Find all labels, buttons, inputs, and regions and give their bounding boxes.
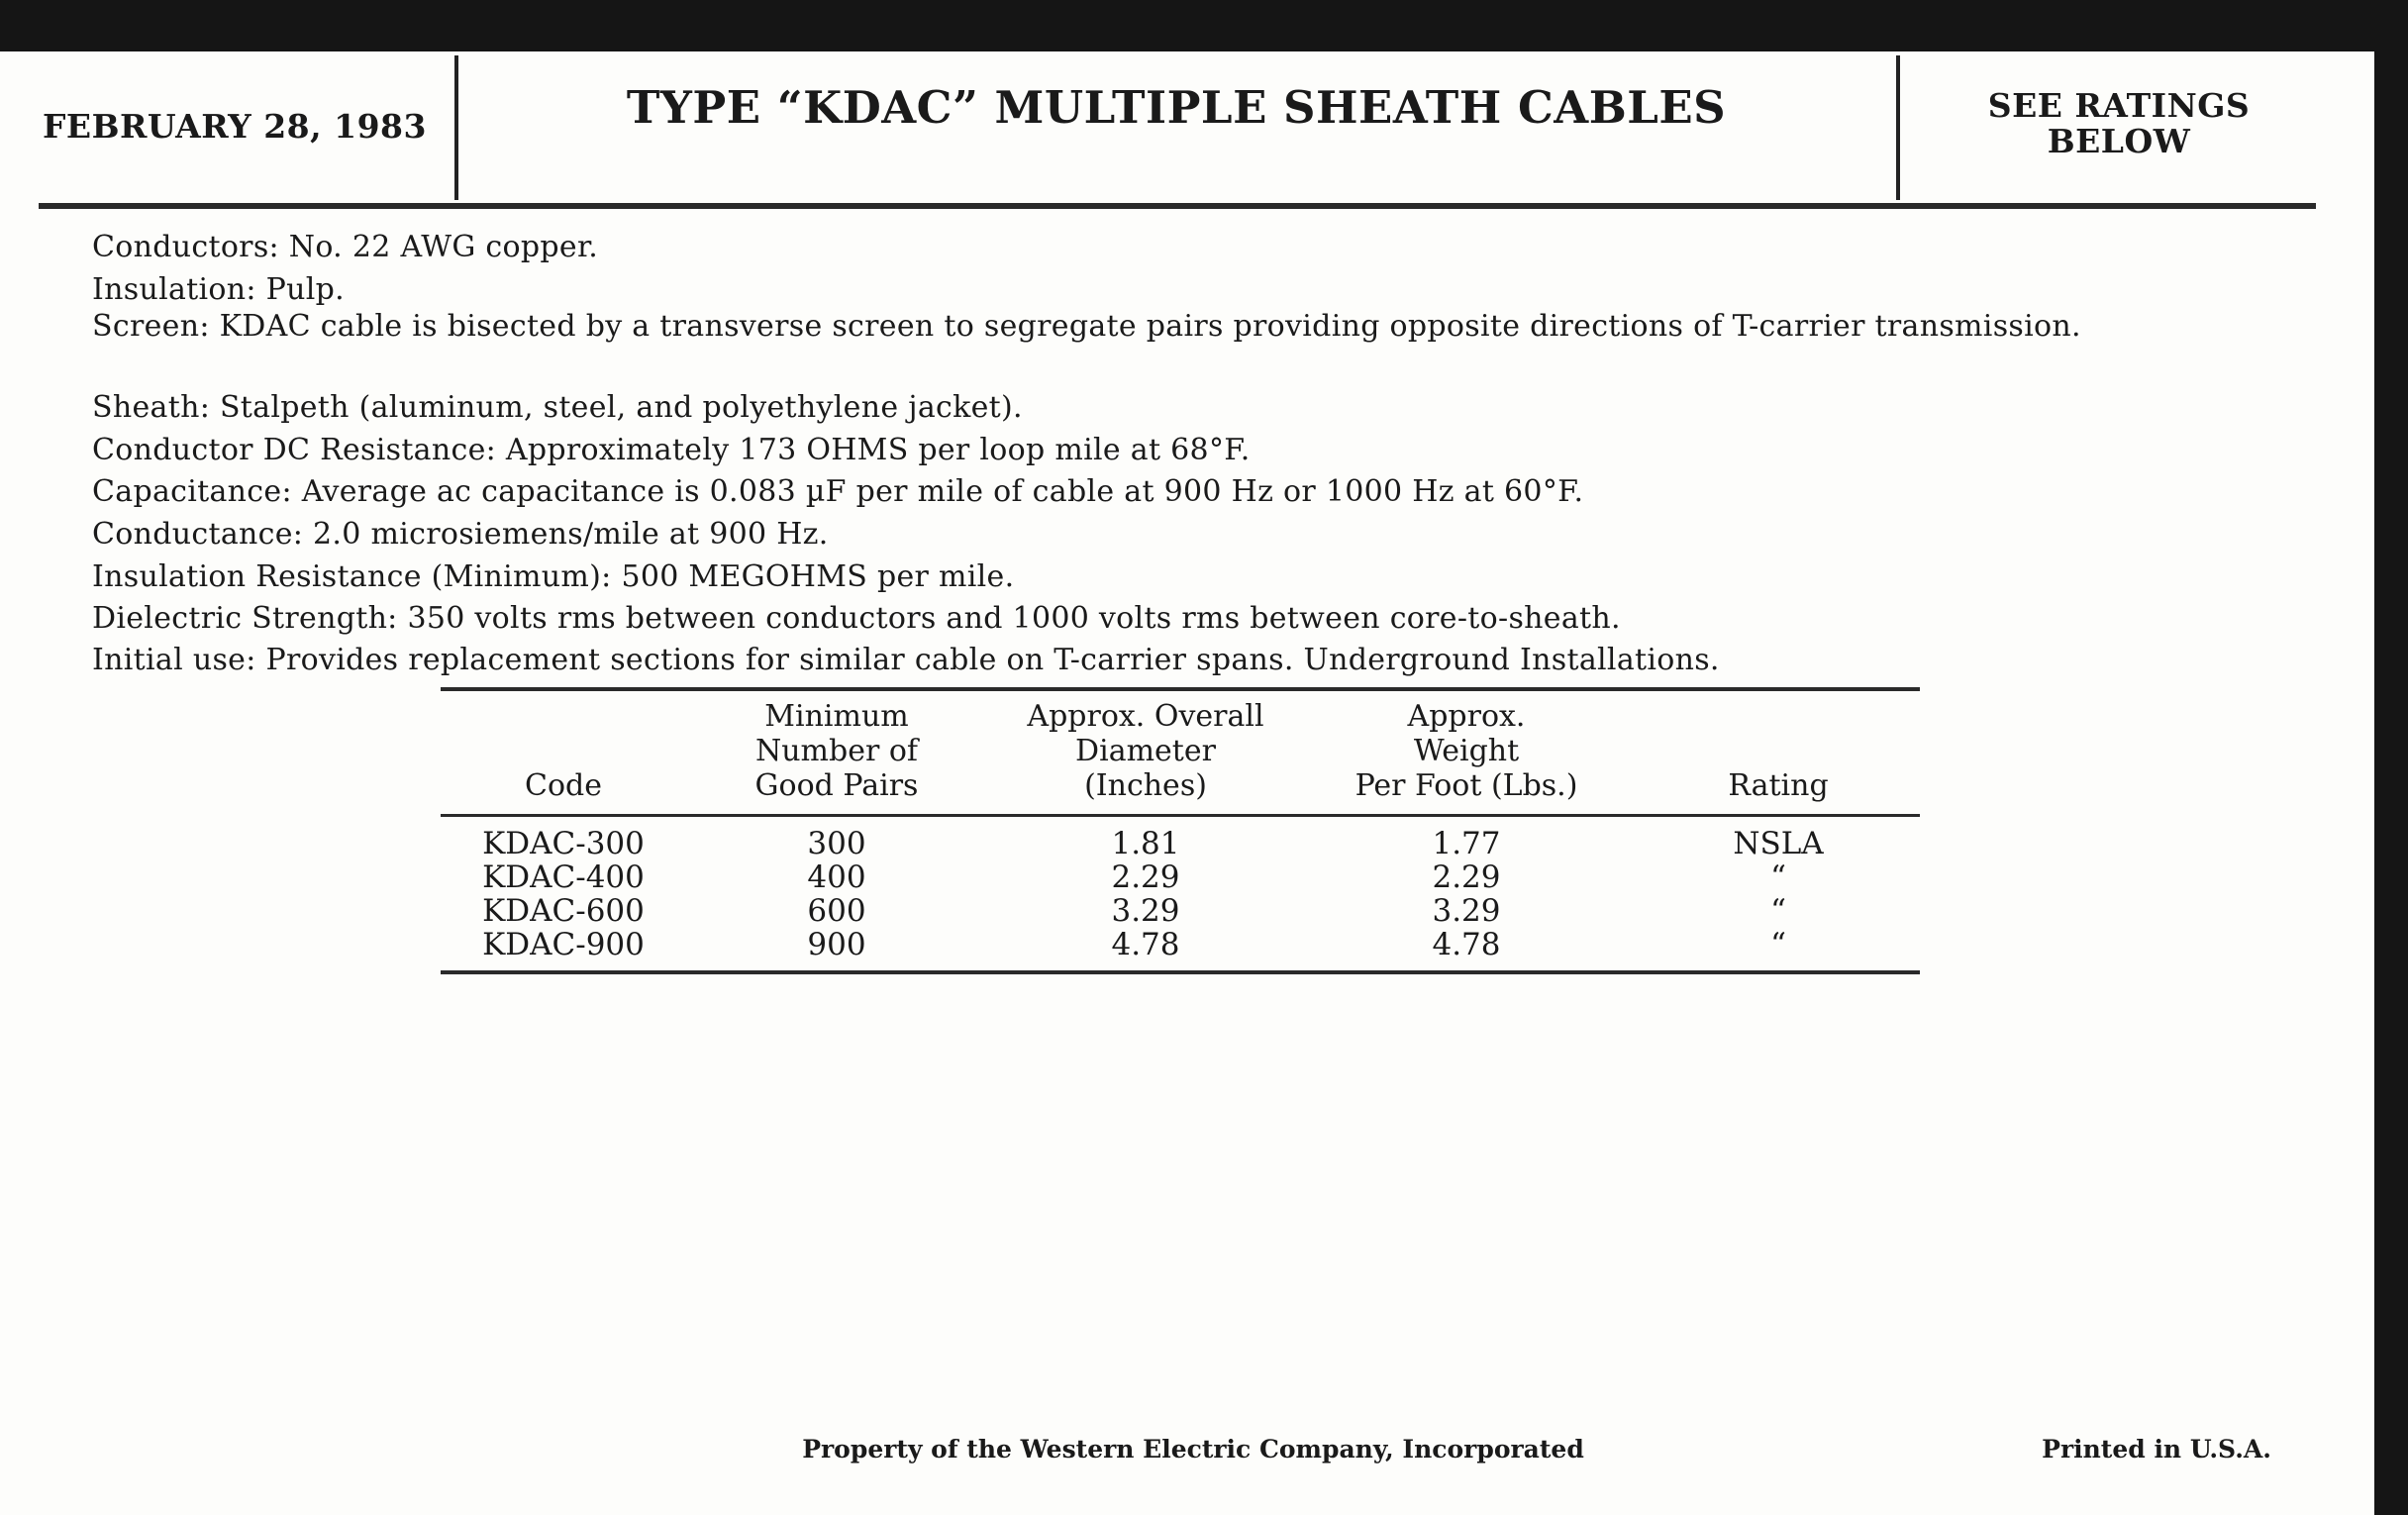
column-header-line: Per Foot (Lbs.) [1354, 768, 1578, 803]
ratings-note-line: SEE RATINGS [1987, 86, 2251, 125]
column-header-line: Good Pairs [754, 768, 919, 803]
spec-label: Conductors: [92, 230, 279, 264]
spec-label: Insulation: [92, 272, 256, 307]
cell-weight: 4.78 [1432, 927, 1501, 962]
spec-value: Average ac capacitance is 0.083 µF per mile of cable at 900 Hz or 1000 Hz at 60°F. [301, 474, 1584, 509]
document-title: TYPE “KDAC” MULTIPLE SHEATH CABLES [626, 81, 1727, 134]
spec-value: 350 volts rms between conductors and 1000 volts rms between core-to-sheath. [407, 601, 1621, 636]
spec-screen [92, 309, 2269, 345]
cell-good-pairs: 600 [807, 893, 866, 929]
cell-diameter: 4.78 [1111, 927, 1180, 962]
cell-weight: 3.29 [1432, 893, 1501, 929]
spec-value: KDAC cable is bisected by a transverse screen to segregate pairs providing opposite directions of T-carrier transmission. [219, 309, 2081, 344]
ratings-note-line: BELOW [2047, 122, 2191, 160]
header-rule [39, 203, 2316, 209]
column-header-rating [1728, 699, 1828, 803]
column-header-line: Number of [754, 734, 919, 768]
column-header-line: Rating [1728, 768, 1829, 803]
spec-conductance [92, 517, 829, 552]
ratings-note [1988, 88, 2251, 159]
spec-value: 2.0 microsiemens/mile at 900 Hz. [313, 517, 829, 552]
spec-label: Initial use: [92, 643, 256, 677]
spec-label: Conductance: [92, 517, 304, 552]
cell-weight: 2.29 [1432, 859, 1501, 895]
cell-rating: “ [1770, 927, 1786, 962]
header-divider [1896, 55, 1900, 200]
cell-diameter: 1.81 [1111, 826, 1180, 861]
spec-initial-use [92, 643, 1720, 677]
spec-label: Sheath: [92, 390, 211, 425]
cell-diameter: 3.29 [1111, 893, 1180, 929]
cell-code: KDAC-300 [482, 826, 645, 861]
column-header-line: Approx. Overall [1027, 699, 1264, 734]
spec-value: Provides replacement sections for similar cable on T-carrier spans. Underground Installations. [265, 643, 1720, 677]
cell-good-pairs: 400 [807, 859, 866, 895]
spec-value: Approximately 173 OHMS per loop mile at 68°F. [505, 433, 1251, 467]
cell-rating: NSLA [1733, 826, 1824, 861]
cell-rating: “ [1770, 893, 1786, 929]
spec-label: Dielectric Strength: [92, 601, 398, 636]
spec-label: Capacitance: [92, 474, 292, 509]
column-header-line: Weight [1413, 734, 1520, 768]
spec-conductors [92, 230, 598, 264]
spec-dielectric-strength [92, 601, 1621, 636]
spec-value: No. 22 AWG copper. [288, 230, 599, 264]
spec-label: Insulation Resistance (Minimum): [92, 559, 612, 594]
property-notice: Property of the Western Electric Company, Incorporated [802, 1435, 1584, 1464]
cell-rating: “ [1770, 859, 1786, 895]
column-header-line: Minimum [764, 699, 909, 734]
cell-code: KDAC-400 [482, 859, 645, 895]
cell-good-pairs: 900 [807, 927, 866, 962]
table-top-rule [441, 687, 1920, 691]
spec-insulation-resistance [92, 559, 1014, 594]
column-header-line [1728, 699, 1828, 734]
column-header-code [525, 699, 602, 803]
spec-value: 500 MEGOHMS per mile. [621, 559, 1015, 594]
column-header-good-pairs [755, 699, 919, 803]
spec-insulation [92, 272, 345, 307]
spec-capacitance [92, 474, 1583, 509]
printed-notice: Printed in U.S.A. [2042, 1435, 2271, 1464]
cell-diameter: 2.29 [1111, 859, 1180, 895]
cell-code: KDAC-900 [482, 927, 645, 962]
column-header-line: (Inches) [1084, 768, 1207, 803]
cell-code: KDAC-600 [482, 893, 645, 929]
column-header-diameter [1027, 699, 1263, 803]
issue-date: FEBRUARY 28, 1983 [43, 107, 427, 146]
table-bottom-rule [441, 970, 1920, 974]
spec-dc-resistance [92, 433, 1251, 467]
column-header-line [525, 699, 602, 734]
spec-label: Conductor DC Resistance: [92, 433, 497, 467]
spec-sheath [92, 390, 1023, 425]
column-header-line: Approx. [1407, 699, 1526, 734]
column-header-line [1728, 734, 1828, 768]
spec-value: Stalpeth (aluminum, steel, and polyethylene jacket). [219, 390, 1023, 425]
spec-value: Pulp. [265, 272, 345, 307]
column-header-weight [1355, 699, 1578, 803]
column-header-line: Diameter [1075, 734, 1216, 768]
cell-good-pairs: 300 [807, 826, 866, 861]
column-header-line [525, 734, 602, 768]
cell-weight: 1.77 [1432, 826, 1501, 861]
table-header-rule [441, 814, 1920, 817]
spec-label: Screen: [92, 309, 210, 344]
header-divider [454, 55, 458, 200]
column-header-line: Code [525, 768, 602, 803]
